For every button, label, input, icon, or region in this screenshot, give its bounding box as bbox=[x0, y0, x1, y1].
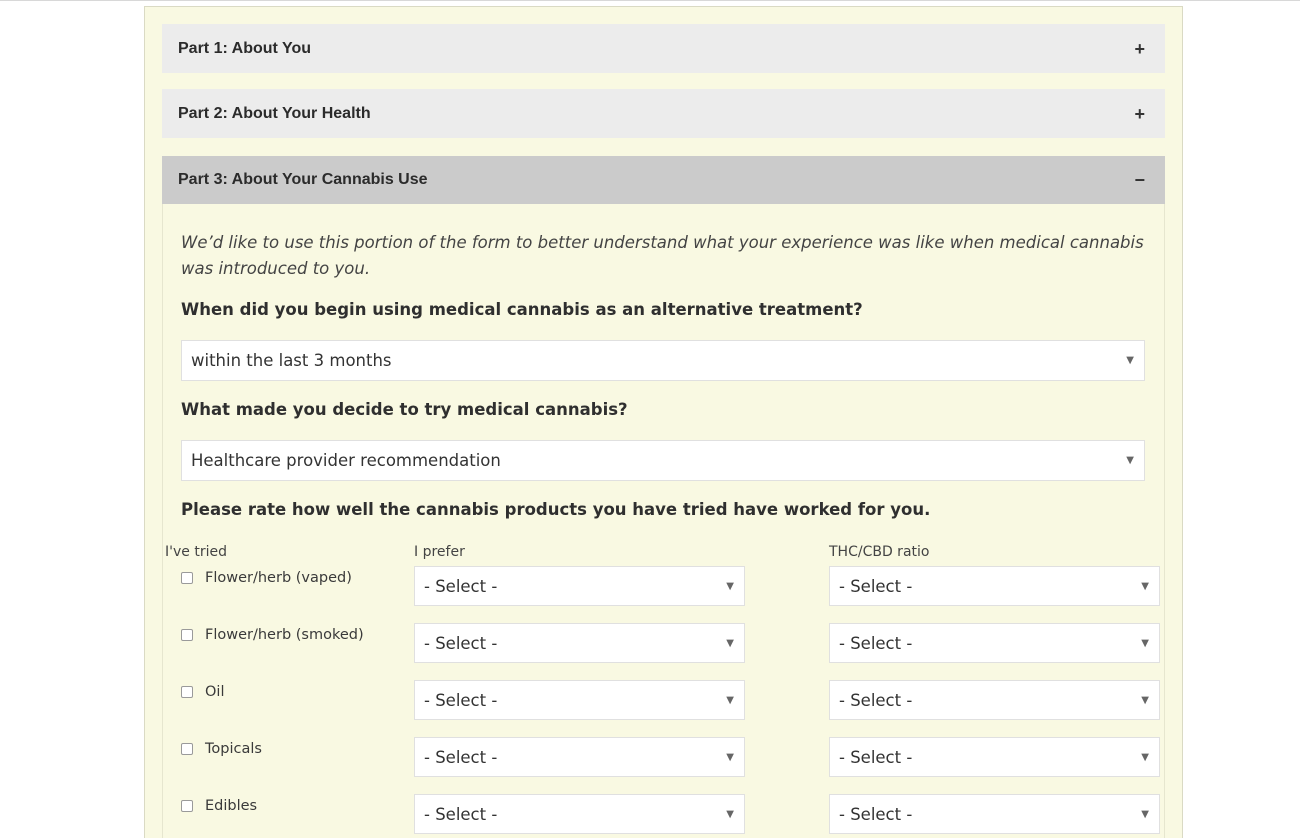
chevron-down-icon: ▼ bbox=[1141, 580, 1149, 592]
chevron-down-icon: ▼ bbox=[1141, 637, 1149, 649]
question-product-rating: Please rate how well the cannabis products you have tried have worked for you. bbox=[181, 500, 931, 519]
product-row-label bbox=[181, 627, 364, 643]
select-value: - Select - bbox=[424, 633, 498, 653]
chevron-down-icon: ▼ bbox=[1126, 455, 1134, 466]
reason-select[interactable] bbox=[181, 440, 1145, 481]
product-name: Topicals bbox=[205, 741, 262, 757]
ratio-select[interactable] bbox=[829, 737, 1160, 777]
select-value: - Select - bbox=[424, 576, 498, 596]
product-row-label bbox=[181, 741, 262, 757]
collapse-icon: − bbox=[1134, 170, 1145, 190]
tried-checkbox[interactable] bbox=[181, 572, 193, 584]
product-row-label bbox=[181, 798, 257, 814]
select-value: - Select - bbox=[839, 633, 913, 653]
chevron-down-icon: ▼ bbox=[726, 637, 734, 649]
product-name: Flower/herb (vaped) bbox=[205, 570, 352, 586]
ratio-select[interactable] bbox=[829, 566, 1160, 606]
select-value: - Select - bbox=[839, 576, 913, 596]
select-value: within the last 3 months bbox=[191, 351, 392, 370]
ratio-select[interactable] bbox=[829, 680, 1160, 720]
ratio-select[interactable] bbox=[829, 794, 1160, 834]
section-title: Part 1: About You bbox=[178, 39, 312, 57]
column-header-prefer: I prefer bbox=[414, 544, 465, 560]
chevron-down-icon: ▼ bbox=[1126, 355, 1134, 366]
column-header-ratio: THC/CBD ratio bbox=[829, 544, 930, 560]
question-reason: What made you decide to try medical cannabis? bbox=[181, 400, 628, 419]
prefer-select[interactable] bbox=[414, 566, 745, 606]
start-date-select[interactable] bbox=[181, 340, 1145, 381]
ratio-select[interactable] bbox=[829, 623, 1160, 663]
select-value: - Select - bbox=[424, 804, 498, 824]
prefer-select[interactable] bbox=[414, 737, 745, 777]
chevron-down-icon: ▼ bbox=[726, 808, 734, 820]
select-value: - Select - bbox=[424, 747, 498, 767]
chevron-down-icon: ▼ bbox=[1141, 808, 1149, 820]
top-divider bbox=[0, 0, 1300, 1]
question-start-date: When did you begin using medical cannabis as an alternative treatment? bbox=[181, 300, 863, 319]
column-header-tried: I've tried bbox=[165, 544, 227, 560]
tried-checkbox[interactable] bbox=[181, 686, 193, 698]
chevron-down-icon: ▼ bbox=[726, 751, 734, 763]
product-name: Edibles bbox=[205, 798, 258, 814]
expand-icon: + bbox=[1134, 38, 1145, 59]
select-value: - Select - bbox=[839, 690, 913, 710]
product-row-label bbox=[181, 570, 352, 586]
chevron-down-icon: ▼ bbox=[726, 580, 734, 592]
select-value: - Select - bbox=[839, 804, 913, 824]
tried-checkbox[interactable] bbox=[181, 629, 193, 641]
select-value: - Select - bbox=[424, 690, 498, 710]
chevron-down-icon: ▼ bbox=[726, 694, 734, 706]
section-part-3-header[interactable] bbox=[162, 156, 1165, 204]
product-name: Oil bbox=[205, 684, 225, 700]
chevron-down-icon: ▼ bbox=[1141, 751, 1149, 763]
section-title: Part 3: About Your Cannabis Use bbox=[178, 171, 428, 188]
expand-icon: + bbox=[1134, 103, 1145, 124]
select-value: Healthcare provider recommendation bbox=[191, 451, 501, 470]
tried-checkbox[interactable] bbox=[181, 743, 193, 755]
tried-checkbox[interactable] bbox=[181, 800, 193, 812]
chevron-down-icon: ▼ bbox=[1141, 694, 1149, 706]
select-value: - Select - bbox=[839, 747, 913, 767]
prefer-select[interactable] bbox=[414, 794, 745, 834]
section-part-1-header[interactable] bbox=[162, 24, 1165, 73]
section-intro: We’d like to use this portion of the form to better understand what your experience was like when medical cannabis was introduced to you. bbox=[181, 233, 1144, 278]
section-part-2-header[interactable] bbox=[162, 89, 1165, 138]
section-title: Part 2: About Your Health bbox=[178, 104, 371, 122]
product-name: Flower/herb (smoked) bbox=[205, 627, 364, 643]
product-row-label bbox=[181, 684, 224, 700]
prefer-select[interactable] bbox=[414, 680, 745, 720]
prefer-select[interactable] bbox=[414, 623, 745, 663]
